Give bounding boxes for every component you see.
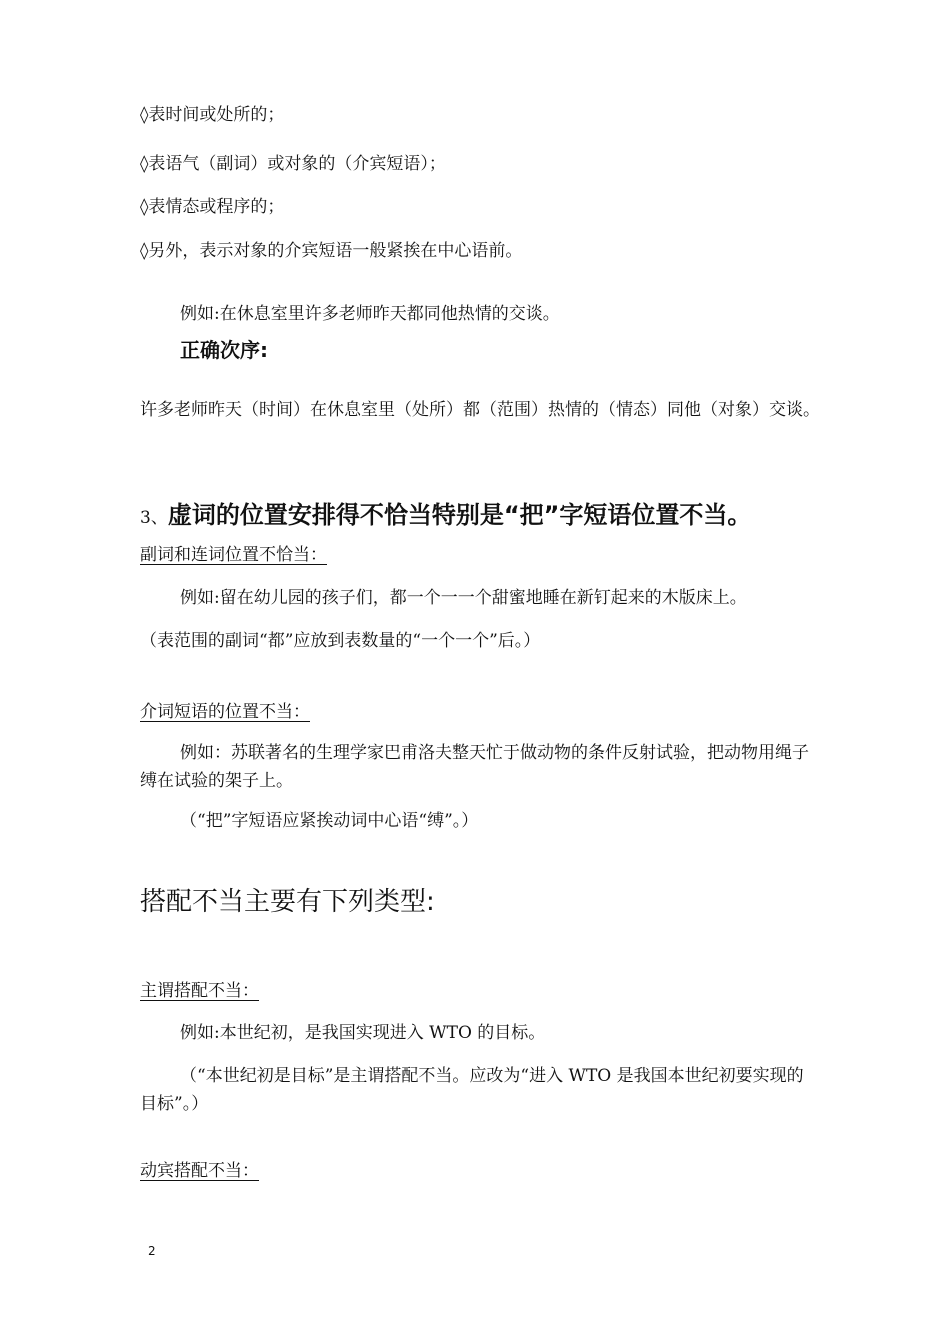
bullet-object-phrase: ◊另外，表示对象的介宾短语一般紧挨在中心语前。 [140, 241, 523, 261]
adverb-note: （表范围的副词“都”应放到表数量的“一个一个”后。） [140, 631, 541, 651]
subheading-adverb-conjunction: 副词和连词位置不恰当： [140, 545, 327, 565]
subheading-verb-object: 动宾搭配不当： [140, 1161, 259, 1181]
section3-number: 3、 [140, 508, 168, 528]
page-number: 2 [148, 1244, 156, 1258]
adverb-example: 例如:留在幼儿园的孩子们，都一个一一个甜蜜地睡在新钉起来的木版床上。 [180, 588, 747, 608]
correct-order-text: 许多老师昨天（时间）在休息室里（处所）都（范围）热情的（情态）同他（对象）交谈。 [140, 400, 820, 420]
bullet-manner: ◊表情态或程序的； [140, 197, 285, 217]
bullet-mood-object: ◊表语气（副词）或对象的（介宾短语）； [140, 154, 446, 174]
preposition-example: 例如：苏联著名的生理学家巴甫洛夫整天忙于做动物的条件反射试验，把动物用绳子缚在试验的架子上。 [140, 743, 809, 791]
subheading-subject-predicate: 主谓搭配不当： [140, 981, 259, 1001]
order-example: 例如:在休息室里许多老师昨天都同他热情的交谈。 [180, 304, 560, 324]
bullet-time-place: ◊表时间或处所的； [140, 105, 285, 125]
subject-predicate-example: 例如:本世纪初，是我国实现进入 WTO 的目标。 [180, 1023, 546, 1043]
subheading-preposition-phrase: 介词短语的位置不当： [140, 702, 310, 722]
section3-title: 虚词的位置安排得不恰当特别是“把”字短语位置不当。 [167, 501, 752, 529]
collocation-heading: 搭配不当主要有下列类型: [140, 887, 435, 917]
correct-order-heading: 正确次序: [180, 338, 268, 362]
subject-predicate-note: （“本世纪初是目标”是主谓搭配不当。应改为“进入 WTO 是我国本世纪初要实现的目标”。） [140, 1066, 804, 1114]
preposition-note: （“把”字短语应紧挨动词中心语“缚”。） [180, 811, 479, 831]
section3-heading [140, 500, 751, 530]
